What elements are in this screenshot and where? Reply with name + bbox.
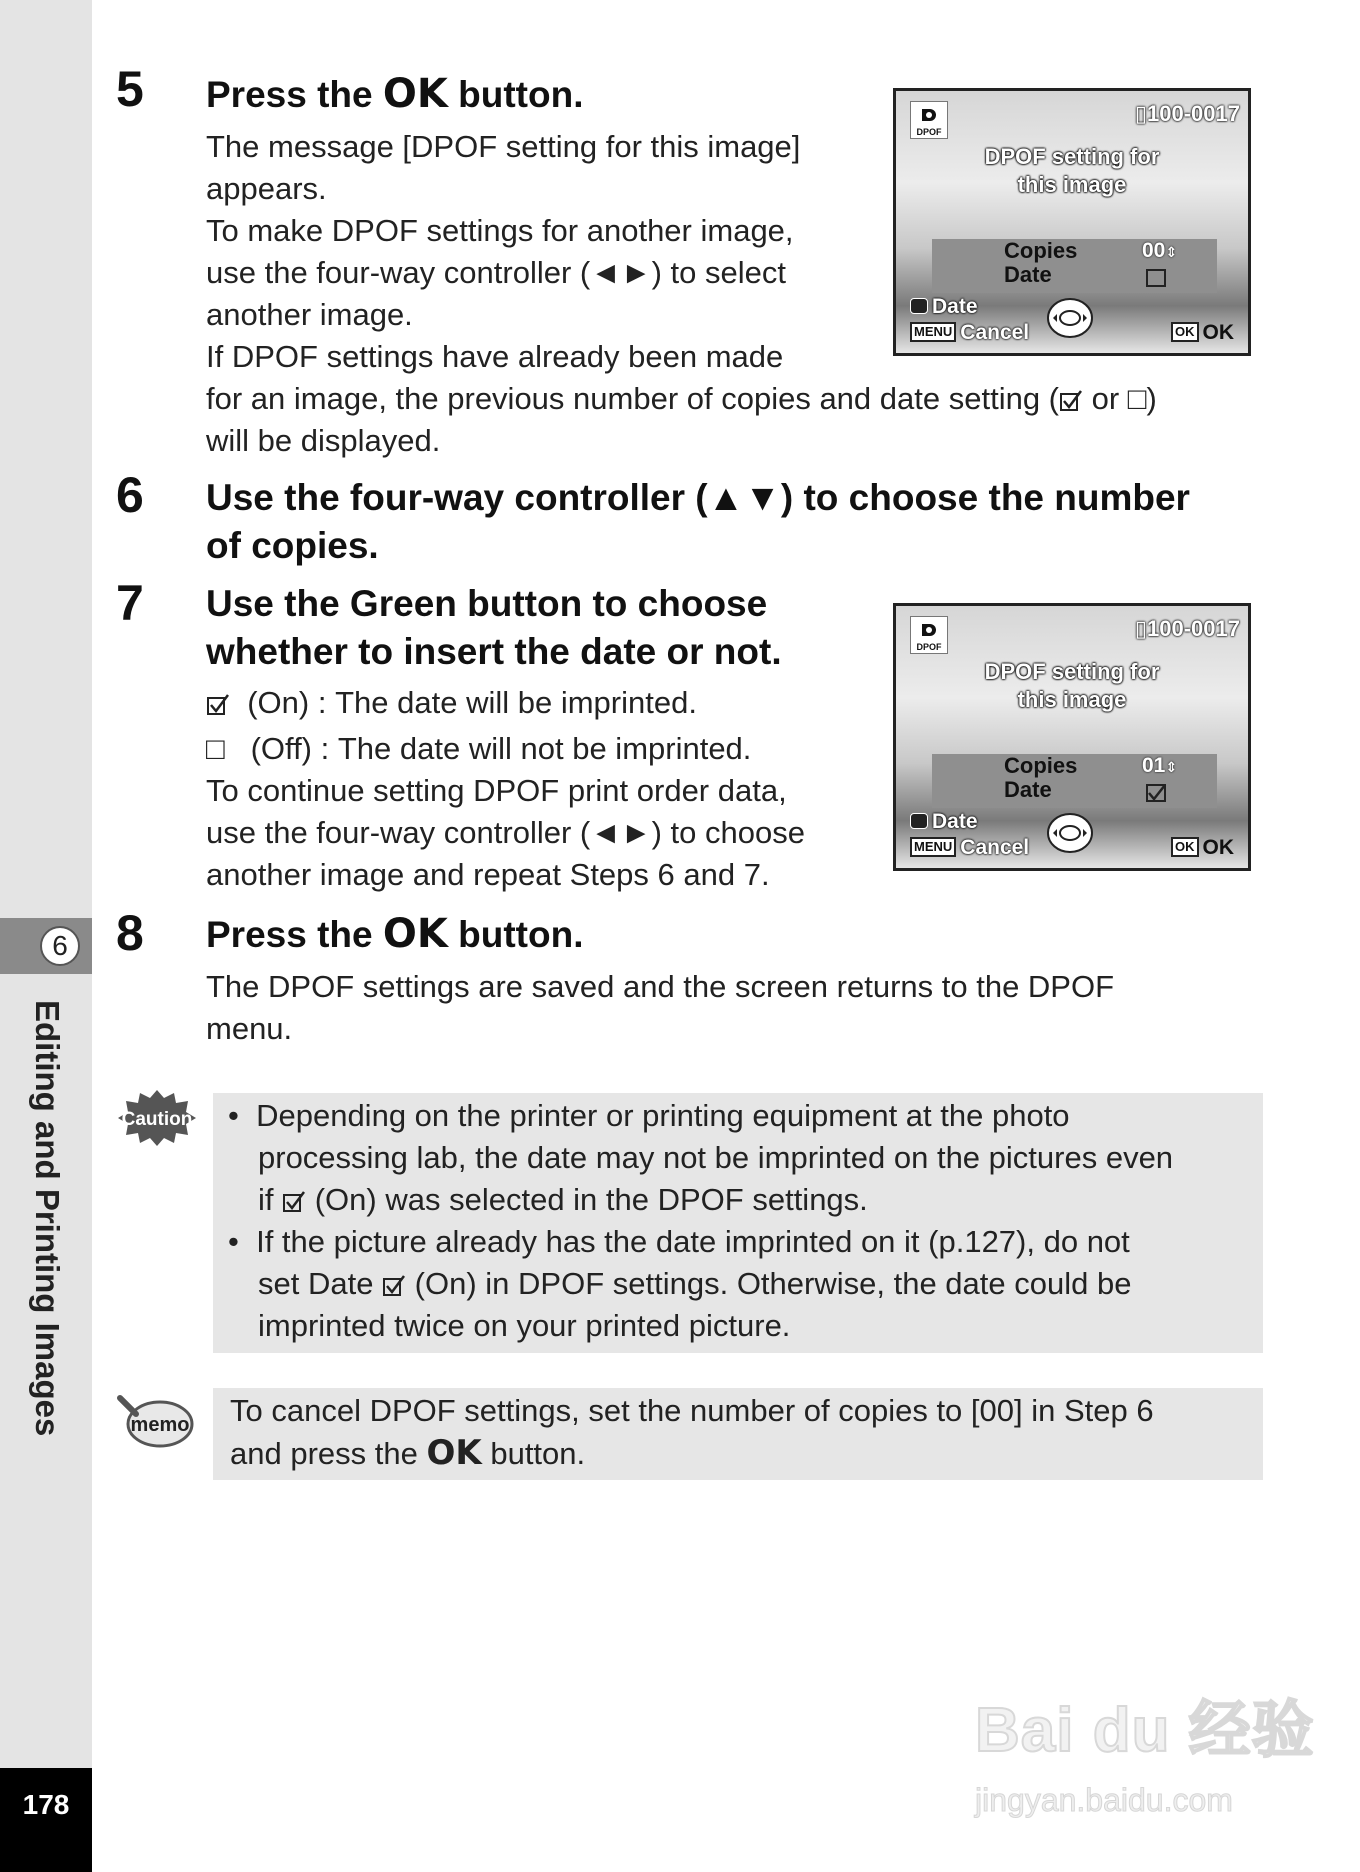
up-down-icon: ⇕ — [1165, 244, 1178, 260]
menu-cancel-hint: MENU Cancel — [910, 836, 1029, 860]
checkbox-checked-icon — [206, 692, 230, 716]
body-line: use the four-way controller (◄►) to choose — [206, 815, 805, 850]
ok-key-icon: OK — [1171, 837, 1199, 857]
checkbox-empty-icon: □ — [206, 731, 225, 766]
dpof-icon: DPOF — [910, 616, 948, 654]
bullet-continuation: if (On) was selected in the DPOF settings. — [258, 1182, 868, 1217]
checkbox-checked-icon — [282, 1189, 306, 1213]
green-button-hint: Date — [910, 295, 978, 319]
up-down-icon: ⇕ — [1165, 759, 1178, 775]
memo-text: To cancel DPOF settings, set the number of copies to [00] in Step 6 and press the OK button. — [230, 1393, 1154, 1473]
bullet-continuation: processing lab, the date may not be imprinted on the pictures even — [258, 1140, 1174, 1175]
body-line: The DPOF settings are saved and the screen returns to the DPOF — [206, 969, 1115, 1004]
menu-key-icon: MENU — [910, 322, 956, 342]
step-body — [206, 682, 805, 896]
step-body — [206, 966, 1114, 1050]
camera-screen — [893, 88, 1251, 356]
green-button-icon — [910, 813, 928, 829]
body-line: To continue setting DPOF print order data, — [206, 773, 787, 808]
body-line: If DPOF settings have already been made — [206, 339, 784, 374]
body-line — [206, 378, 1157, 420]
body-text: or □) — [1083, 381, 1157, 416]
card-icon: ▯ — [1134, 616, 1148, 641]
four-way-controller-icon — [1046, 297, 1094, 339]
heading-text: button. — [447, 914, 584, 955]
ok-hint: OK OK — [1171, 836, 1234, 860]
date-label: Date — [1004, 777, 1052, 802]
body-line: menu. — [206, 1011, 293, 1046]
body-text: for an image, the previous number of copies and date setting ( — [206, 381, 1059, 416]
bullet-item: • Depending on the printer or printing equipment at the photo — [228, 1098, 1070, 1133]
watermark-logo: Bai du 经验 — [975, 1696, 1315, 1765]
ok-glyph: OK — [426, 1433, 482, 1473]
screen-title: DPOF setting for this image — [984, 659, 1160, 712]
bullet-item: • If the picture already has the date imprinted on it (p.127), do not — [228, 1224, 1130, 1259]
bullet-continuation: imprinted twice on your printed picture. — [258, 1308, 791, 1343]
green-button-hint: Date — [910, 810, 978, 834]
ok-key-icon: OK — [1171, 322, 1199, 342]
ok-glyph: OK — [382, 911, 448, 957]
date-checkbox[interactable] — [1146, 269, 1166, 287]
page-number: 178 — [22, 1789, 70, 1820]
step-heading — [206, 70, 583, 119]
copies-value[interactable]: 01⇕ — [1142, 754, 1178, 777]
body-line: use the four-way controller (◄►) to select — [206, 255, 786, 290]
memo-icon — [116, 1392, 196, 1450]
heading-text: Press the — [206, 74, 383, 115]
caution-icon — [116, 1088, 198, 1148]
file-number: ▯100-0017 — [1134, 101, 1240, 126]
date-label: Date — [1004, 262, 1052, 287]
watermark-url: jingyan.baidu.com — [975, 1782, 1233, 1818]
step-heading — [206, 910, 583, 959]
step-number: 5 — [116, 61, 144, 117]
card-icon: ▯ — [1134, 101, 1148, 126]
body-line: appears. — [206, 171, 327, 206]
copies-label: Copies — [1004, 238, 1078, 263]
body-line: another image. — [206, 297, 413, 332]
checkbox-checked-icon — [1059, 388, 1083, 412]
step-number: 6 — [116, 467, 144, 523]
ok-glyph: OK — [382, 71, 448, 117]
menu-key-icon: MENU — [910, 837, 956, 857]
bullet-continuation: set Date (On) in DPOF settings. Otherwise, the date could be — [258, 1266, 1132, 1301]
green-button-icon — [910, 298, 928, 314]
dpof-icon: DPOF — [910, 101, 948, 139]
four-way-controller-icon — [1046, 812, 1094, 854]
chapter-title: Editing and Printing Images — [29, 1000, 66, 1437]
date-checkbox[interactable] — [1146, 784, 1166, 802]
menu-cancel-hint: MENU Cancel — [910, 321, 1029, 345]
copies-label: Copies — [1004, 753, 1078, 778]
svg-text:memo: memo — [130, 1414, 190, 1436]
camera-screen — [893, 603, 1251, 871]
option-off: □ (Off) : The date will not be imprinted. — [206, 731, 752, 766]
step-number: 8 — [116, 905, 144, 961]
screen-title: DPOF setting for this image — [984, 144, 1160, 197]
body-line: will be displayed. — [206, 423, 441, 458]
ok-hint: OK OK — [1171, 321, 1234, 345]
step-number: 7 — [116, 575, 144, 631]
body-line: another image and repeat Steps 6 and 7. — [206, 857, 770, 892]
chapter-number: 6 — [40, 926, 80, 966]
option-on: (On) : The date will be imprinted. — [206, 682, 805, 724]
step-heading: Use the four-way controller (▲▼) to choose the number of copies. — [206, 477, 1190, 566]
caution-text — [228, 1095, 1173, 1347]
svg-text:Caution: Caution — [121, 1109, 193, 1130]
body-line: The message [DPOF setting for this image] — [206, 129, 801, 164]
file-number: ▯100-0017 — [1134, 616, 1240, 641]
copies-value[interactable]: 00⇕ — [1142, 239, 1178, 262]
heading-text: Press the — [206, 914, 383, 955]
body-line: To make DPOF settings for another image, — [206, 213, 794, 248]
heading-text: button. — [447, 74, 584, 115]
step-heading: Use the Green button to choose whether to insert the date or not. — [206, 583, 782, 672]
checkbox-checked-icon — [382, 1273, 406, 1297]
